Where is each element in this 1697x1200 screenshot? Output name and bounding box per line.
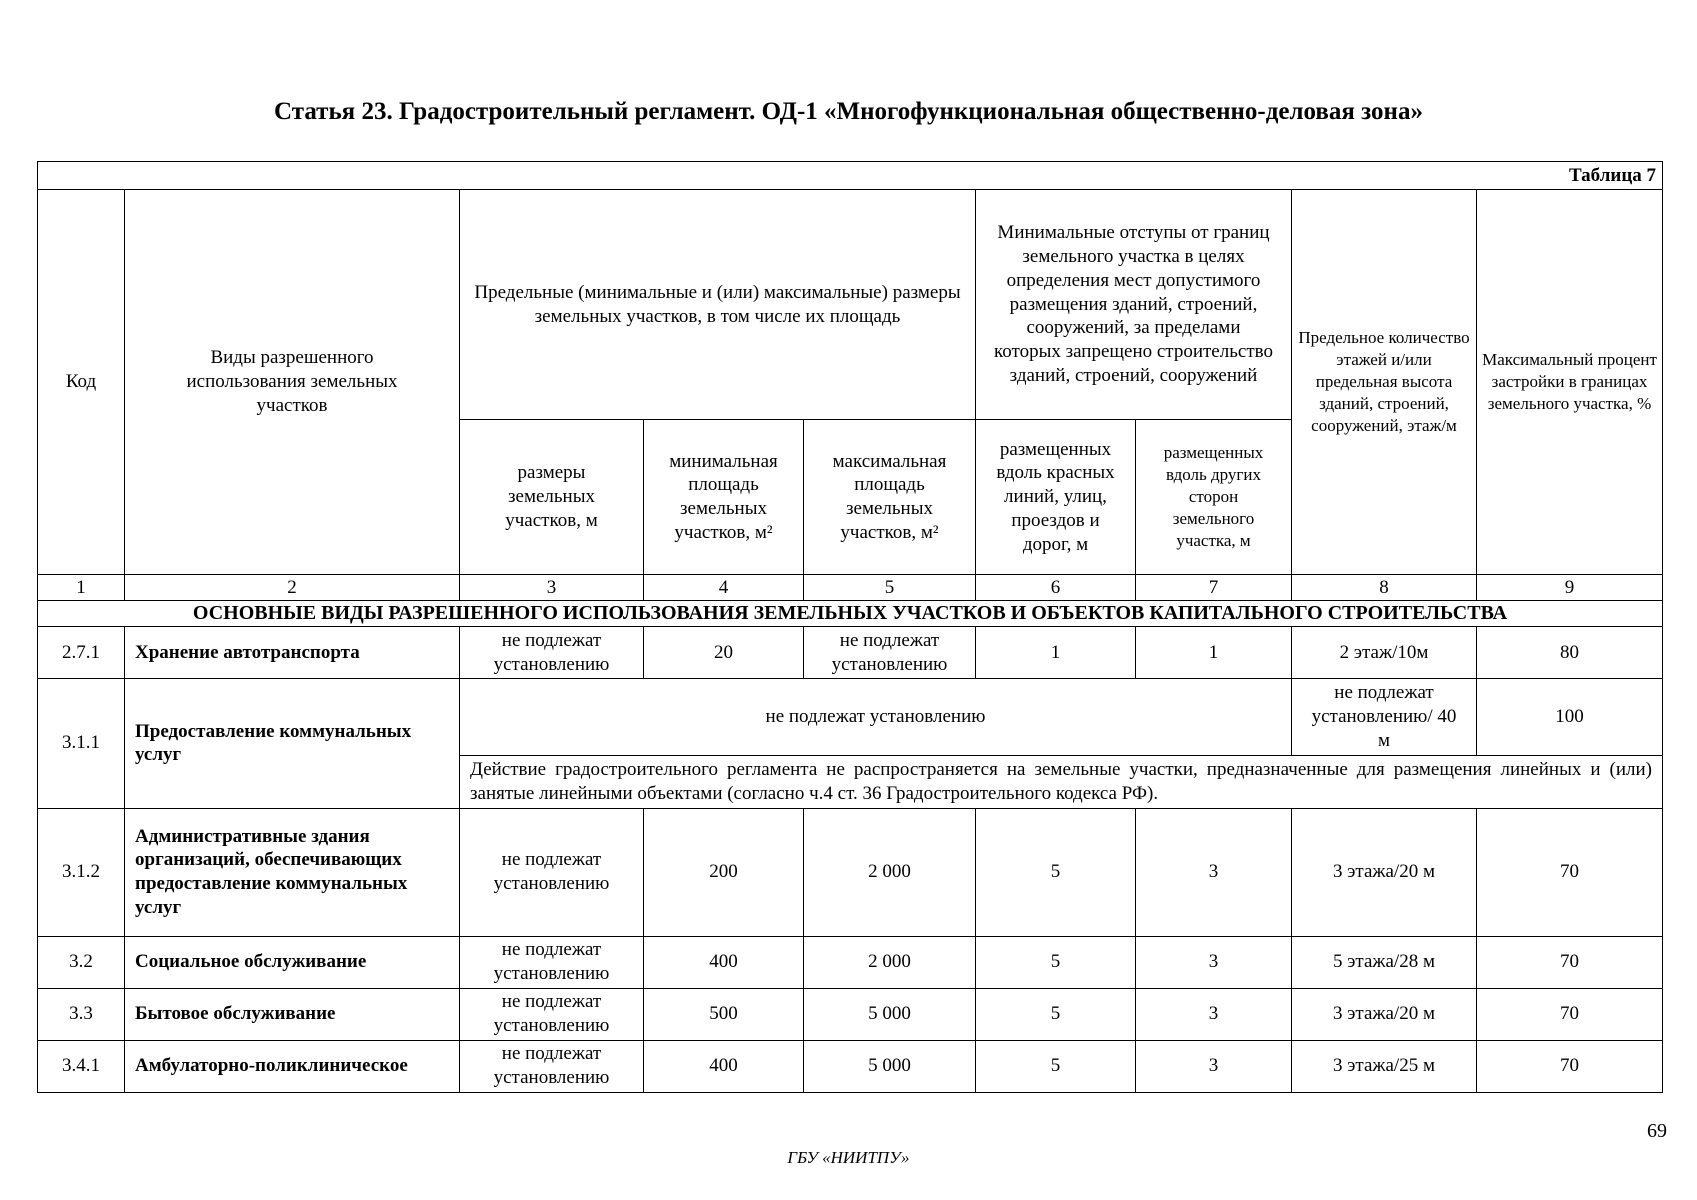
header-max-area: максимальная площадь земельных участков, м² [804, 420, 976, 575]
row-use-name: Социальное обслуживание [125, 936, 460, 988]
table-row [38, 679, 1663, 756]
table-row [38, 627, 1663, 679]
row-floors: 2 этаж/10м [1292, 627, 1477, 679]
column-number: 1 [38, 575, 125, 601]
header-min-area: минимальная площадь земельных участков, м² [644, 420, 804, 575]
header-code: Код [38, 190, 125, 575]
row-max-area: 2 000 [804, 808, 976, 936]
header-other-sides: размещенных вдоль других сторон земельного участка, м [1136, 420, 1292, 575]
row-code: 3.1.1 [38, 679, 125, 809]
row-other-sides: 3 [1136, 988, 1292, 1040]
row-min-area: 400 [644, 1040, 804, 1092]
table-row [38, 988, 1663, 1040]
row-floors: 5 этажа/28 м [1292, 936, 1477, 988]
row-use-name: Хранение автотранспорта [125, 627, 460, 679]
row-plot-size: не подлежат установлению [460, 1040, 644, 1092]
table-row [38, 936, 1663, 988]
column-number: 5 [804, 575, 976, 601]
row-floors: 3 этажа/20 м [1292, 808, 1477, 936]
row-other-sides: 3 [1136, 1040, 1292, 1092]
row-coverage: 70 [1477, 936, 1663, 988]
row-use-name: Административные здания организаций, обеспечивающих предоставление коммунальных услуг [125, 808, 460, 936]
row-max-area: 2 000 [804, 936, 976, 988]
row-other-sides: 3 [1136, 808, 1292, 936]
row-floors: не подлежат установлению/ 40 м [1292, 679, 1477, 756]
row-code: 2.7.1 [38, 627, 125, 679]
row-min-area: 20 [644, 627, 804, 679]
row-red-lines: 5 [976, 808, 1136, 936]
row-red-lines: 5 [976, 988, 1136, 1040]
column-number: 2 [125, 575, 460, 601]
page-number: 69 [1647, 1120, 1667, 1142]
section-heading: ОСНОВНЫЕ ВИДЫ РАЗРЕШЕННОГО ИСПОЛЬЗОВАНИЯ ЗЕМЕЛЬНЫХ УЧАСТКОВ И ОБЪЕКТОВ КАПИТАЛЬНОГО СТРОИТЕЛЬСТВА [38, 601, 1663, 627]
regulation-table [37, 161, 1663, 1093]
row-use-name: Амбулаторно-поликлиническое [125, 1040, 460, 1092]
header-red-lines: размещенных вдоль красных линий, улиц, проездов и дорог, м [976, 420, 1136, 575]
column-number: 7 [1136, 575, 1292, 601]
row-note: Действие градостроительного регламента не распространяется на земельные участки, предназначенные для размещения линейных и (или) занятые линейными объектами (согласно ч.4 ст. 36 Градостроительного кодекса РФ). [460, 756, 1663, 809]
row-min-area: 400 [644, 936, 804, 988]
column-number-row [38, 575, 1663, 601]
row-coverage: 70 [1477, 988, 1663, 1040]
table-caption: Таблица 7 [38, 162, 1663, 190]
column-number: 6 [976, 575, 1136, 601]
row-code: 3.4.1 [38, 1040, 125, 1092]
row-max-area: 5 000 [804, 988, 976, 1040]
document-title: Статья 23. Градостроительный регламент. ОД-1 «Многофункциональная общественно-деловая зона» [274, 98, 1423, 125]
row-coverage: 70 [1477, 1040, 1663, 1092]
row-min-area: 200 [644, 808, 804, 936]
row-code: 3.1.2 [38, 808, 125, 936]
row-merged-value: не подлежат установлению [460, 679, 1292, 756]
row-floors: 3 этажа/25 м [1292, 1040, 1477, 1092]
row-max-area: 5 000 [804, 1040, 976, 1092]
row-use-name: Бытовое обслуживание [125, 988, 460, 1040]
row-plot-size: не подлежат установлению [460, 988, 644, 1040]
row-coverage: 70 [1477, 808, 1663, 936]
header-plot-size: размеры земельных участков, м [460, 420, 644, 575]
row-other-sides: 1 [1136, 627, 1292, 679]
row-coverage: 100 [1477, 679, 1663, 756]
row-plot-size: не подлежат установлению [460, 627, 644, 679]
column-number: 8 [1292, 575, 1477, 601]
column-number: 3 [460, 575, 644, 601]
row-coverage: 80 [1477, 627, 1663, 679]
table-row [38, 808, 1663, 936]
row-red-lines: 1 [976, 627, 1136, 679]
row-other-sides: 3 [1136, 936, 1292, 988]
row-use-name: Предоставление коммунальных услуг [125, 679, 460, 809]
header-coverage: Максимальный процент застройки в границах земельного участка, % [1477, 190, 1663, 575]
column-number: 9 [1477, 575, 1663, 601]
row-code: 3.2 [38, 936, 125, 988]
header-limits-group: Предельные (минимальные и (или) максимальные) размеры земельных участков, в том числе их площадь [460, 190, 976, 420]
table-row [38, 1040, 1663, 1092]
row-code: 3.3 [38, 988, 125, 1040]
header-floors: Предельное количество этажей и/или предельная высота зданий, строений, сооружений, этаж/м [1292, 190, 1477, 575]
row-plot-size: не подлежат установлению [460, 936, 644, 988]
row-red-lines: 5 [976, 936, 1136, 988]
row-plot-size: не подлежат установлению [460, 808, 644, 936]
column-number: 4 [644, 575, 804, 601]
row-floors: 3 этажа/20 м [1292, 988, 1477, 1040]
row-max-area: не подлежат установлению [804, 627, 976, 679]
row-min-area: 500 [644, 988, 804, 1040]
header-use-type: Виды разрешенного использования земельных участков [125, 190, 460, 575]
footer-organization: ГБУ «НИИТПУ» [787, 1148, 910, 1167]
row-red-lines: 5 [976, 1040, 1136, 1092]
header-setbacks-group: Минимальные отступы от границ земельного участка в целях определения мест допустимого размещения зданий, строений, сооружений, за пределами которых запрещено строительство зданий, строений, сооружений [976, 190, 1292, 420]
